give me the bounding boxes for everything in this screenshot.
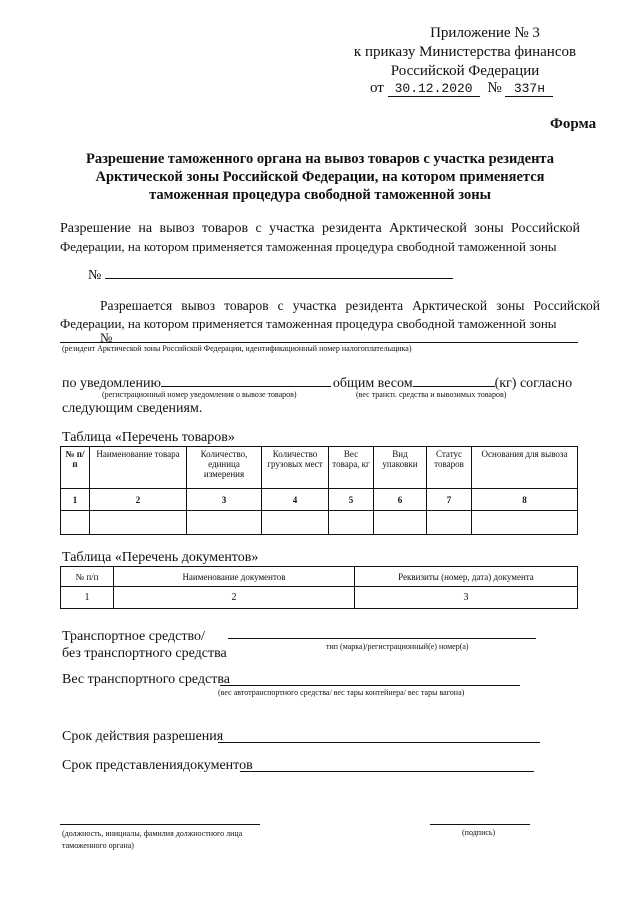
submission-label: Срок представлениядокументов [62,758,253,773]
title-line-3: таможенная процедура свободной таможенной зоны [149,187,491,203]
order-number: 337н [505,81,553,97]
signature-field[interactable] [430,820,530,825]
goods-empty-cell[interactable] [329,511,374,535]
weight-hint: (вес трансп. средства и вывозимых товаров) [356,390,507,399]
docs-header-cell: Наименование документов [114,567,355,587]
order-reference: к приказу Министерства финансов [353,44,577,60]
docs-table-number-row [61,587,578,609]
official-position-hint [62,828,242,852]
transport-label [62,628,227,662]
permit-paragraph [60,297,600,333]
validity-field[interactable] [218,730,540,743]
goods-number-cell: 3 [187,489,262,511]
goods-number-cell: 6 [374,489,427,511]
submission-field[interactable] [240,759,534,772]
permit-number-sign: № [88,268,102,283]
goods-number-cell: 1 [61,489,90,511]
appendix-number: Приложение № 3 [430,25,540,41]
goods-header-cell: Статус товаров [427,447,472,489]
goods-table-caption: Таблица «Перечень товаров» [62,430,235,445]
permit-number-row [88,266,453,284]
official-position-field[interactable] [60,820,260,825]
vehicle-weight-label: Вес транспортного средства [62,672,230,687]
intro-line-1: Разрешение на вывоз товаров с участка резидента Арктической зоны Российской [60,221,580,236]
intro-paragraph [60,220,580,256]
goods-empty-cell[interactable] [61,511,90,535]
goods-header-cell: Наименование товара [90,447,187,489]
form-label: Форма [550,116,597,132]
docs-table-caption: Таблица «Перечень документов» [62,550,259,565]
goods-table-empty-row [61,511,578,535]
goods-header-cell: Вес товара, кг [329,447,374,489]
goods-empty-cell[interactable] [472,511,578,535]
goods-empty-cell[interactable] [187,511,262,535]
following-info: следующим сведениям. [62,401,203,416]
validity-label: Срок действия разрешения [62,729,224,744]
ministry-country: Российской Федерации [390,63,540,79]
goods-empty-cell[interactable] [262,511,329,535]
order-date: 30.12.2020 [388,81,480,97]
official-position-hint-2: таможенного органа) [62,841,134,850]
order-number-label: № [487,80,502,96]
docs-table [60,566,578,609]
vehicle-weight-field[interactable] [220,673,520,686]
title-line-1: Разрешение таможенного органа на вывоз товаров с участка резидента [86,151,554,167]
docs-header-cell: № п/п [61,567,114,587]
goods-header-cell: Вид упаковки [374,447,427,489]
resident-hint: (резидент Арктической зоны Российской Федерации, идентификационный номер налогоплательщика) [62,344,412,353]
goods-number-cell: 2 [90,489,187,511]
by-notice-label: по уведомлению [62,376,161,391]
notice-number-hint: (регистрационный номер уведомления о вывозе товаров) [102,390,297,399]
goods-number-cell: 4 [262,489,329,511]
docs-number-cell: 3 [355,587,578,609]
intro-line-2: Федерации, на котором применяется таможенная процедура свободной таможенной зоны [60,239,557,254]
goods-header-cell: № п/п [61,447,90,489]
document-title [40,150,600,204]
docs-table-header-row [61,567,578,587]
permit-line-1: Разрешается вывоз товаров с участка резидента Арктической зоны Российской [100,298,600,313]
goods-empty-cell[interactable] [374,511,427,535]
resident-number-sign: № [100,330,113,345]
appendix-header [340,24,590,81]
order-date-row [370,80,553,97]
resident-field[interactable] [60,336,578,343]
goods-header-cell: Основания для вывоза [472,447,578,489]
goods-header-cell: Количество грузовых мест [262,447,329,489]
goods-table [60,446,578,535]
total-weight-label: общим весом [332,376,413,391]
vehicle-weight-hint: (вес автотранспортного средства/ вес тары контейнера/ вес тары вагона) [218,688,465,697]
permit-line-2: Федерации, на котором применяется таможенная процедура свободной таможенной зоны [60,316,557,331]
transport-line-1: Транспортное средство/ [62,629,205,644]
permit-number-field[interactable] [105,266,453,279]
goods-number-cell: 5 [329,489,374,511]
docs-number-cell: 1 [61,587,114,609]
weight-field[interactable] [413,374,495,387]
transport-line-2: без транспортного средства [62,646,227,661]
transport-field[interactable] [228,628,536,639]
official-position-hint-1: (должность, инициалы, фамилия должностного лица [62,829,243,838]
goods-empty-cell[interactable] [427,511,472,535]
goods-empty-cell[interactable] [90,511,187,535]
signature-hint: (подпись) [462,828,496,837]
title-line-2: Арктической зоны Российской Федерации, на котором применяется [95,169,545,185]
transport-hint: тип (марка)/регистрационный(е) номер(а) [326,642,469,651]
docs-header-cell: Реквизиты (номер, дата) документа [355,567,578,587]
goods-table-header-row [61,447,578,489]
from-label: от [370,80,384,96]
notice-number-field[interactable] [161,374,331,387]
goods-header-cell: Количество, единица измерения [187,447,262,489]
goods-number-cell: 7 [427,489,472,511]
docs-number-cell: 2 [114,587,355,609]
goods-number-cell: 8 [472,489,578,511]
kg-agreed-label: (кг) согласно [494,376,573,391]
goods-table-number-row [61,489,578,511]
